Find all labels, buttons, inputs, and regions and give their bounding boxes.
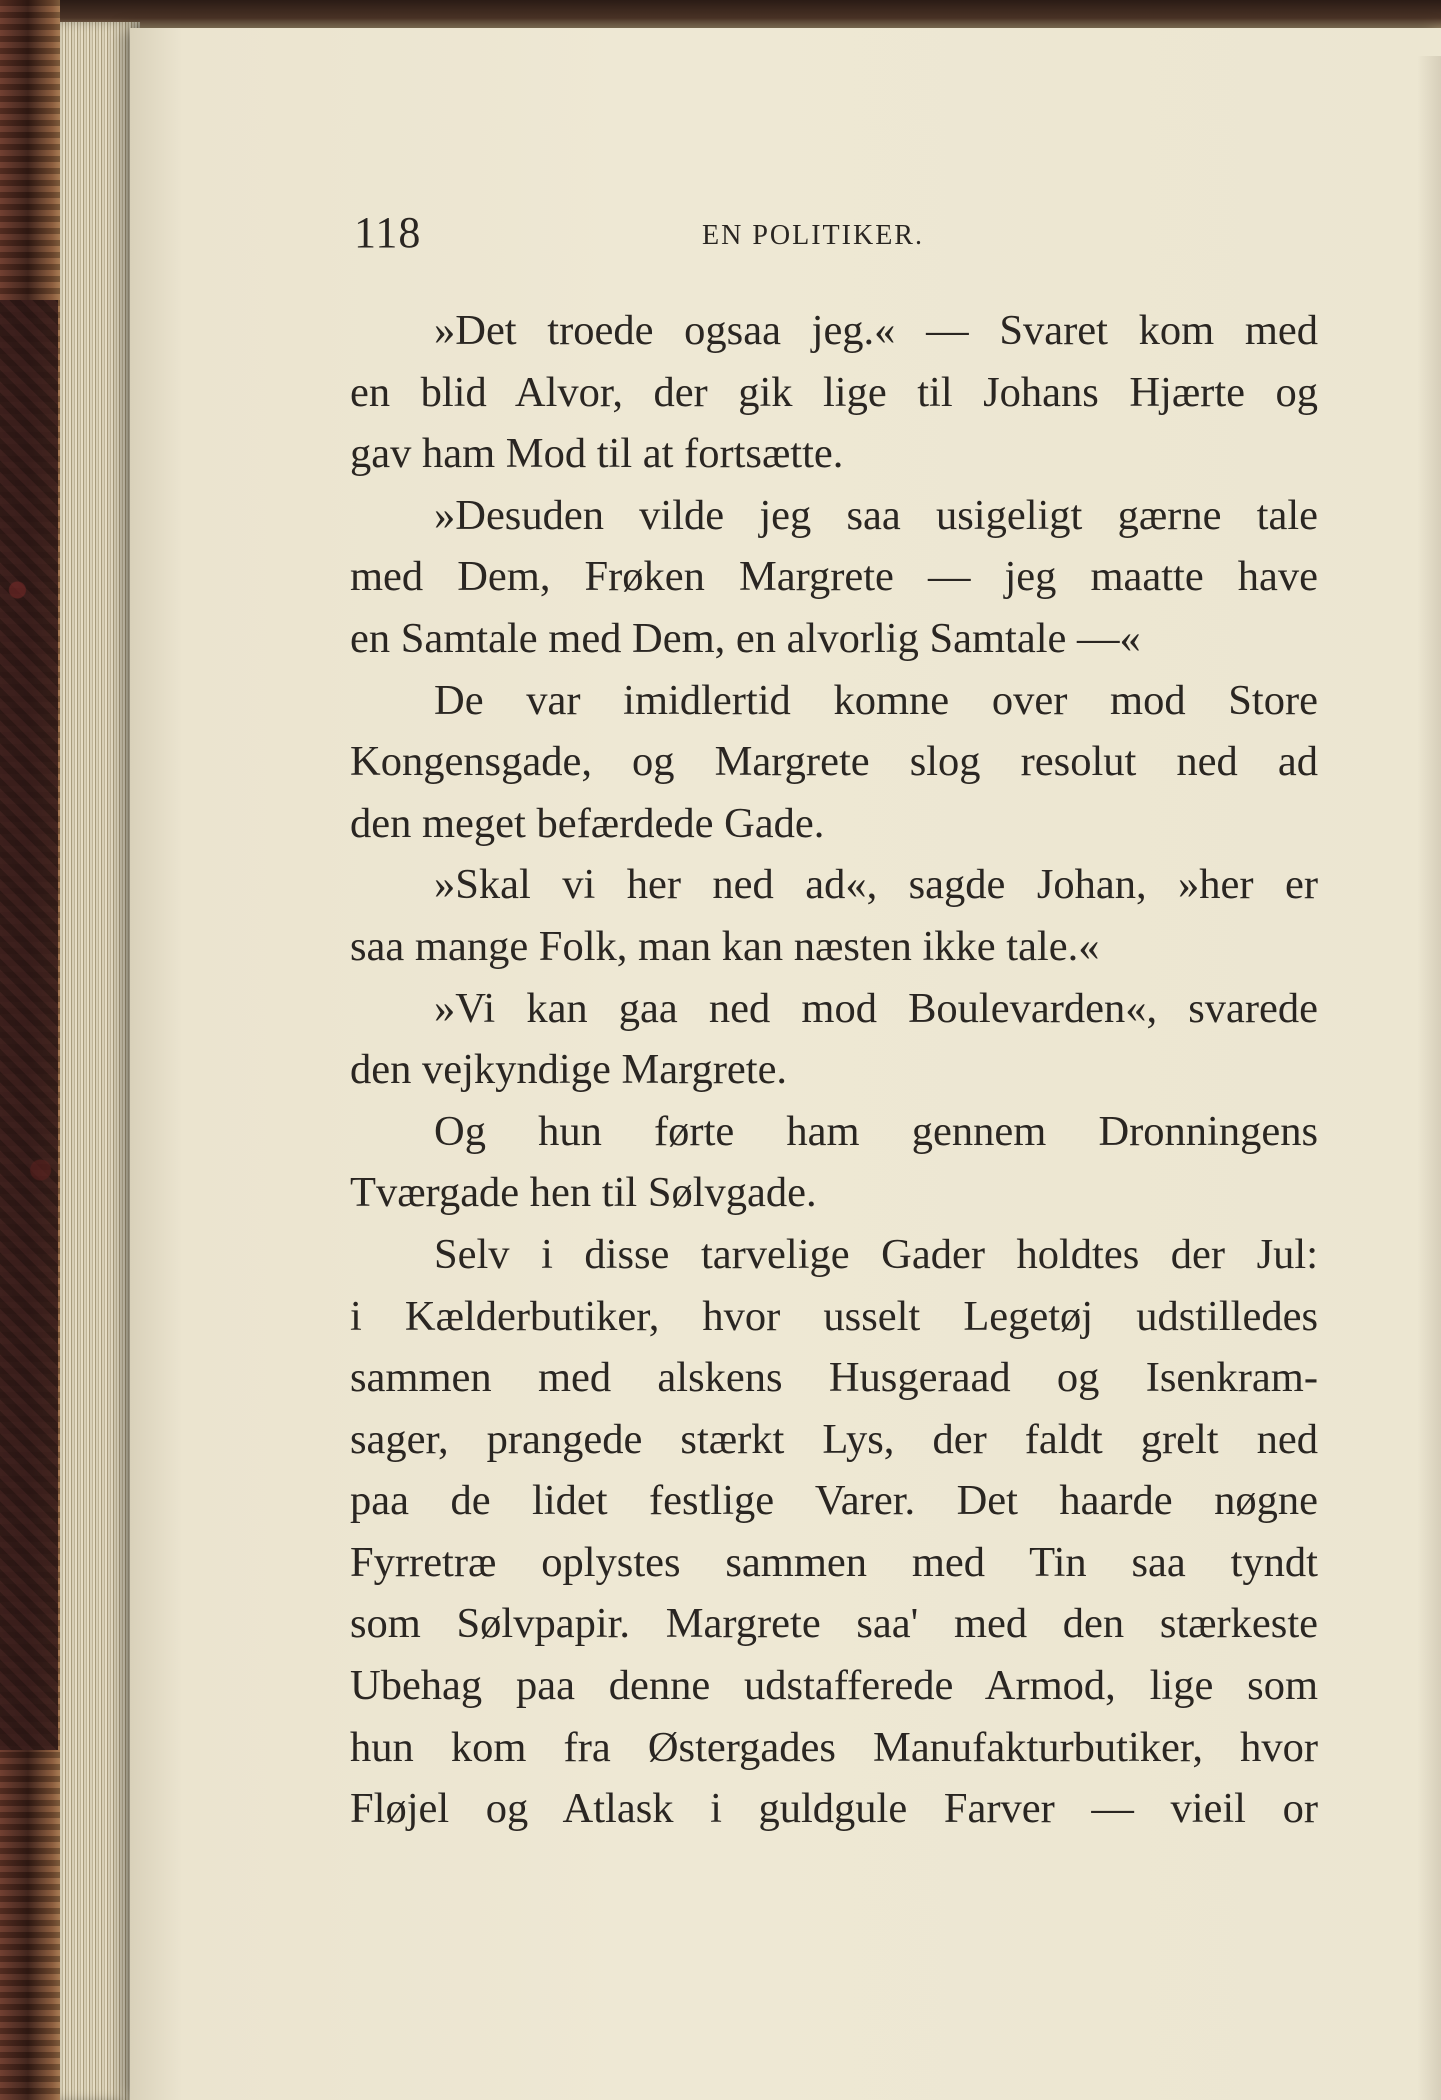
- page-header: [218, 204, 1305, 266]
- text-line: hun kom fra Østergades Manufakturbutiker, hvor: [350, 1723, 1318, 1771]
- text-line: saa mange Folk, man kan næsten ikke tale.«: [350, 922, 1100, 970]
- text-line: Selv i disse tarvelige Gader holdtes der Jul:: [434, 1230, 1318, 1278]
- text-line: »Desuden vilde jeg saa usigeligt gærne tale: [434, 491, 1318, 539]
- cover-cloth-pattern: [0, 300, 58, 1750]
- text-line: sammen med alskens Husgeraad og Isenkram-: [350, 1354, 1318, 1402]
- text-line: Tværgade hen til Sølvgade.: [350, 1169, 817, 1217]
- text-line: Og hun førte ham gennem Dronningens: [434, 1107, 1318, 1155]
- page-top-edge: [60, 0, 1441, 30]
- text-line: en Samtale med Dem, en alvorlig Samtale —«: [350, 614, 1141, 662]
- text-line: »Skal vi her ned ad«, sagde Johan, »her er: [434, 861, 1318, 909]
- text-line: paa de lidet festlige Varer. Det haarde nøgne: [350, 1477, 1318, 1525]
- text-line: Ubehag paa denne udstafferede Armod, lige som: [350, 1662, 1318, 1710]
- text-line: i Kælderbutiker, hvor usselt Legetøj udstilledes: [350, 1292, 1318, 1340]
- text-line: »Vi kan gaa ned mod Boulevarden«, svarede: [434, 984, 1318, 1032]
- body-text: [350, 300, 1318, 1840]
- text-line: Kongensgade, og Margrete slog resolut ned ad: [350, 738, 1318, 786]
- running-head: EN POLITIKER.: [702, 220, 924, 251]
- text-line: gav ham Mod til at fortsætte.: [350, 430, 844, 478]
- text-line: som Sølvpapir. Margrete saa' med den stærkeste: [350, 1600, 1318, 1648]
- text-line: sager, prangede stærkt Lys, der faldt grelt ned: [350, 1415, 1318, 1463]
- text-line: den meget befærdede Gade.: [350, 799, 825, 847]
- page-content: [218, 204, 1318, 1833]
- text-line: den vejkyndige Margrete.: [350, 1046, 788, 1094]
- page-number: 118: [354, 208, 422, 257]
- page-stack-edge: [60, 22, 140, 2100]
- text-line: med Dem, Frøken Margrete — jeg maatte have: [350, 553, 1318, 601]
- text-line: en blid Alvor, der gik lige til Johans Hjærte og: [350, 368, 1318, 416]
- text-line: De var imidlertid komne over mod Store: [434, 676, 1318, 724]
- text-line: Fyrretræ oplystes sammen med Tin saa tyndt: [350, 1538, 1318, 1586]
- text-line: »Det troede ogsaa jeg.« — Svaret kom med: [434, 307, 1318, 354]
- page-shadow: [1417, 56, 1441, 2100]
- text-line: Fløjel og Atlask i guldgule Farver — vieil or: [350, 1785, 1318, 1833]
